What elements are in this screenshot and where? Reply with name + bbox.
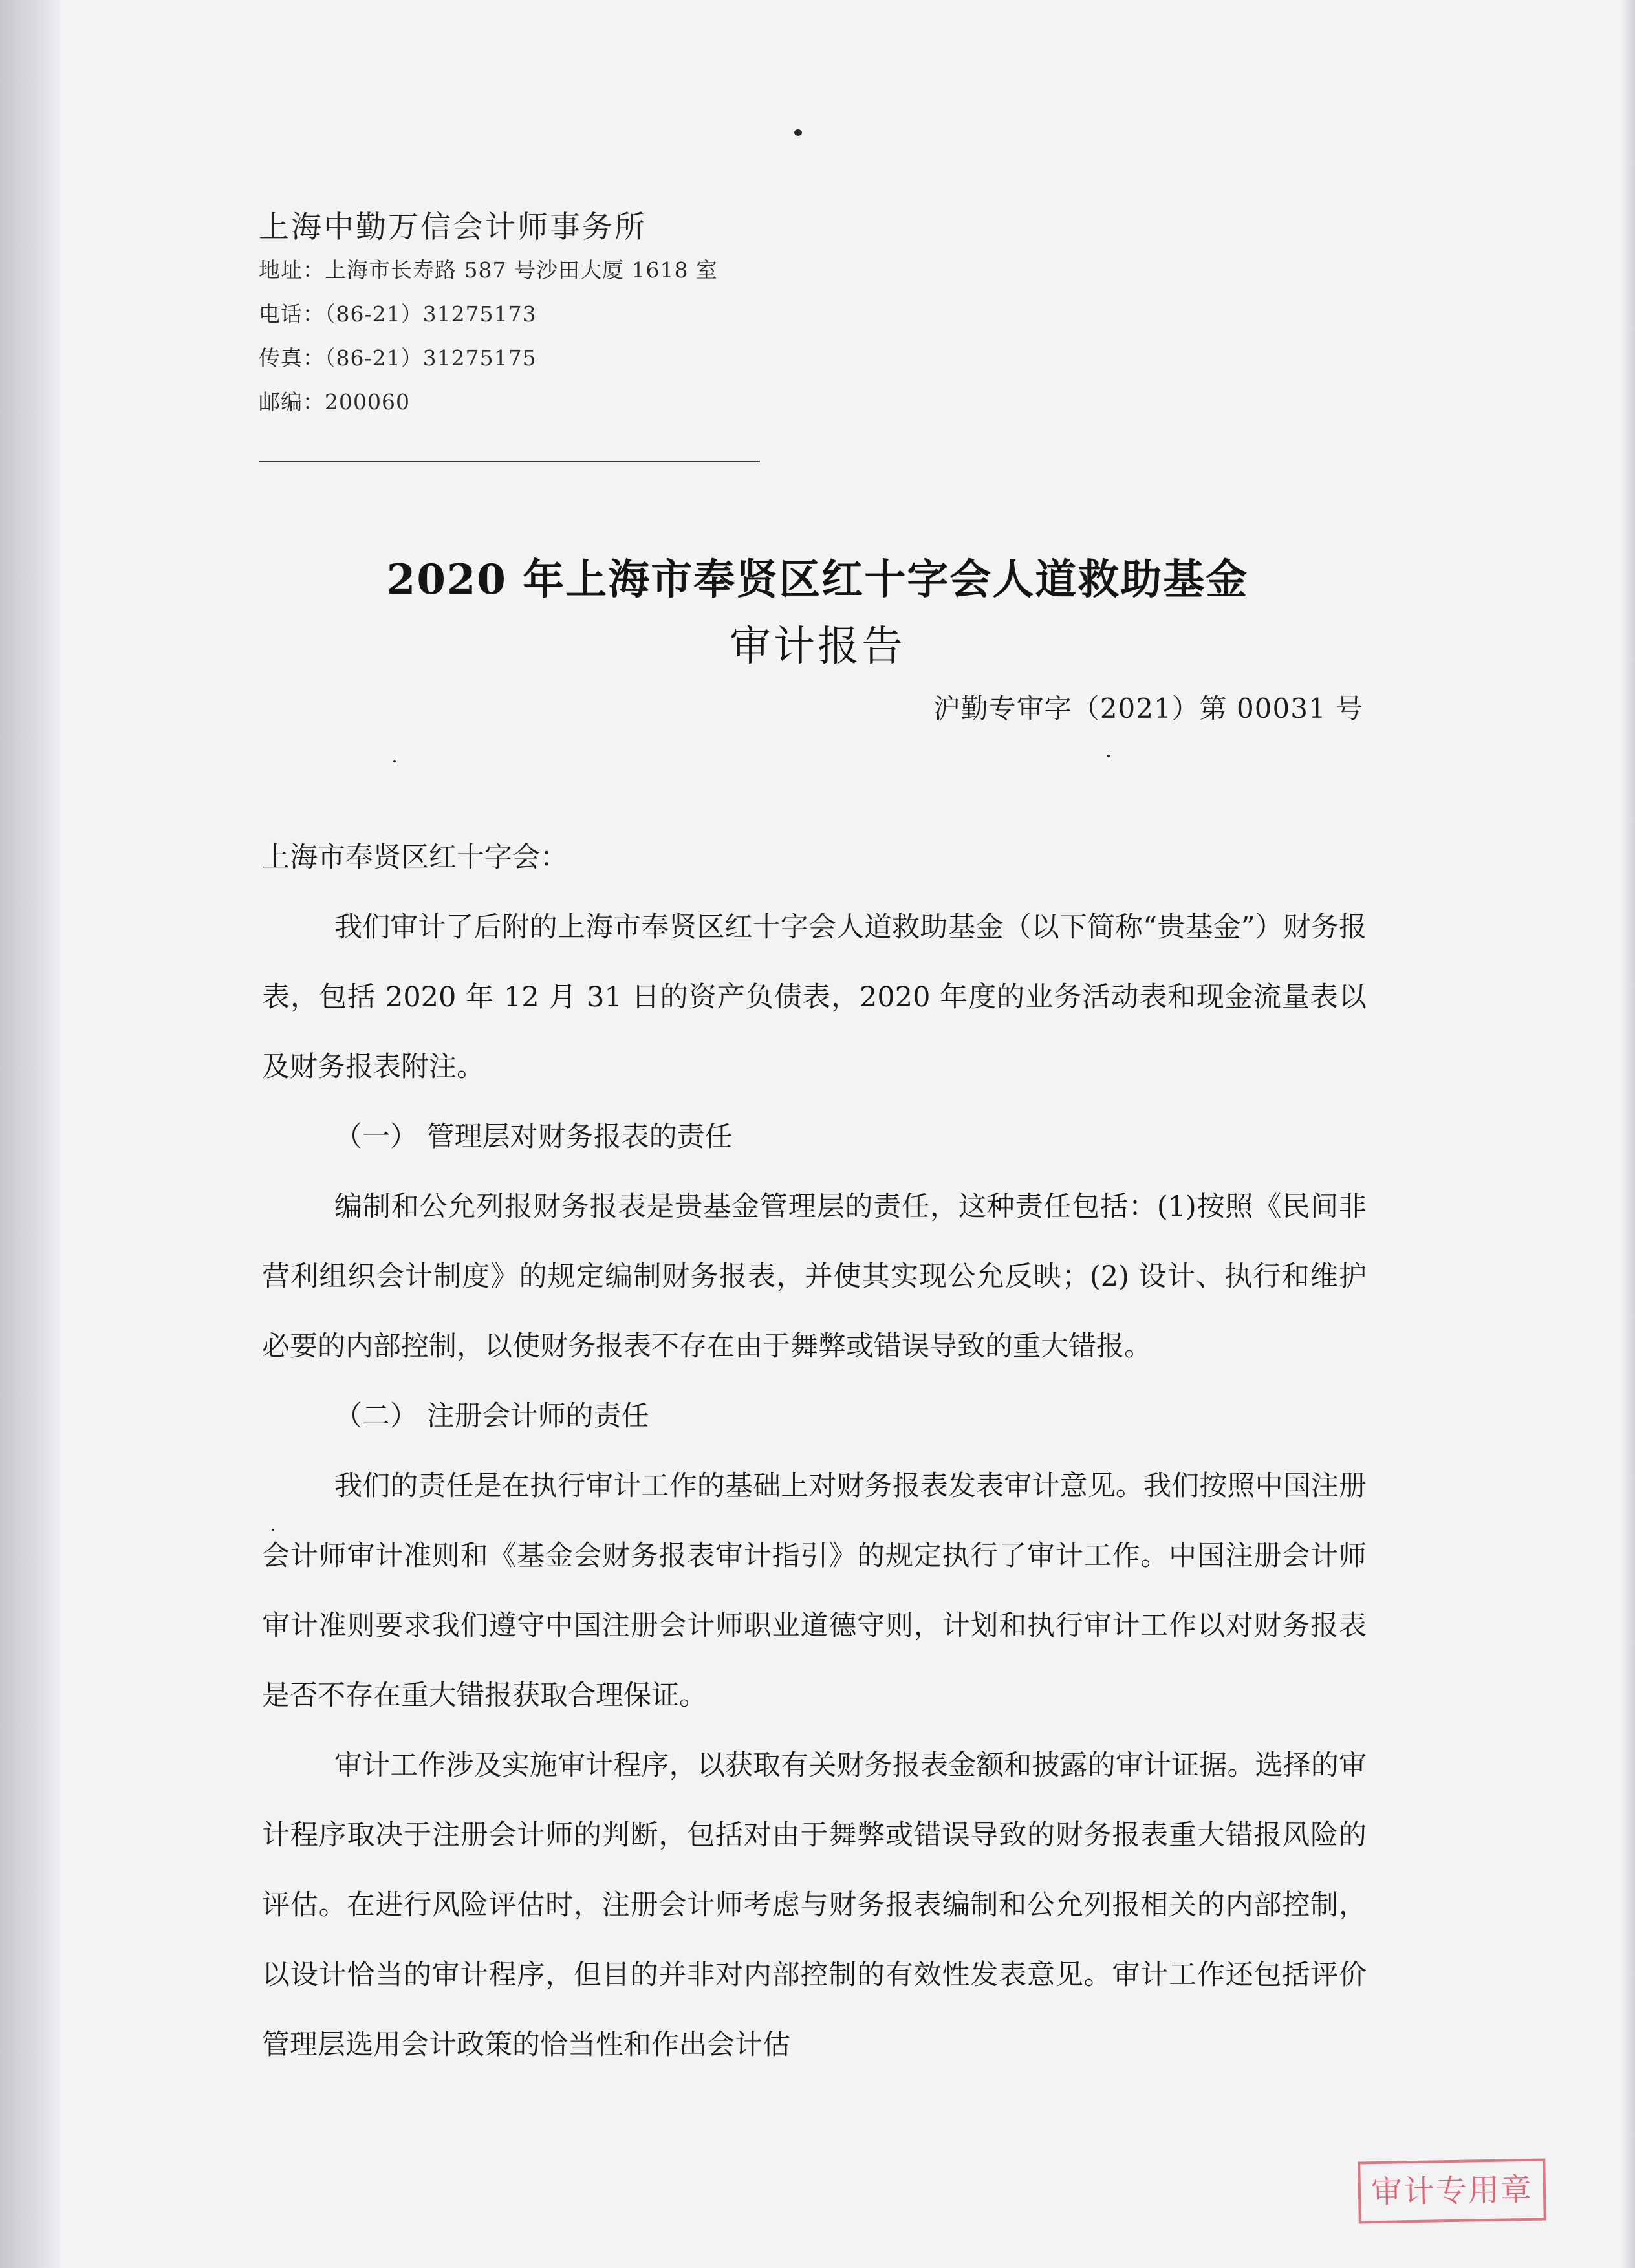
paragraph-audit-procedures: 审计工作涉及实施审计程序，以获取有关财务报表金额和披露的审计证据。选择的审计程序取决于注册会计师的判断，包括对由于舞弊或错误导致的财务报表重大错报风险的评估。在进行风险评估时，注册会计师考虑与财务报表编制和公允列报相关的内部控制，以设计恰当的审计程序，但目的并非对内部控制的有效性发表意见。审计工作还包括评价管理层选用会计政策的恰当性和作出会计估 [262, 1749, 1367, 2061]
firm-name: 上海中勤万信会计师事务所 [259, 210, 647, 245]
audit-seal-stamp: 审计专用章 [1358, 2158, 1546, 2223]
scan-right-edge [1621, 0, 1635, 2268]
document-number: 沪勤专审字（2021）第 00031 号 [933, 693, 1363, 724]
paragraph-intro: 我们审计了后附的上海市奉贤区红十字会人道救助基金（以下简称“贵基金”）财务报表，包括 2020 年 12 月 31 日的资产负债表，2020 年度的业务活动表和现金流量表以及财务报表附注。 [262, 911, 1367, 1083]
paragraph-auditor-responsibility: 我们的责任是在执行审计工作的基础上对财务报表发表审计意见。我们按照中国注册会计师审计准则和《基金会财务报表审计指引》的规定执行了审计工作。中国注册会计师审计准则要求我们遵守中国注册会计师职业道德守则，计划和执行审计工作以对财务报表是否不存在重大错报获取合理保证。 [262, 1470, 1367, 1712]
section-heading-auditor: （二） 注册会计师的责任 [334, 1400, 649, 1432]
scan-speck [794, 129, 802, 136]
firm-address: 地址：上海市长寿路 587 号沙田大厦 1618 室 [259, 257, 718, 283]
firm-postcode: 邮编：200060 [259, 389, 410, 415]
letterhead [259, 207, 718, 424]
firm-fax: 传真：（86-21）31275175 [259, 345, 537, 371]
addressee: 上海市奉贤区红十字会： [262, 841, 568, 874]
letterhead-divider [259, 461, 760, 462]
report-title: 2020 年上海市奉贤区红十字会人道救助基金 [386, 556, 1249, 604]
paragraph-management-responsibility: 编制和公允列报财务报表是贵基金管理层的责任，这种责任包括：(1)按照《民间非营利组织会计制度》的规定编制财务报表，并使其实现公允反映；(2) 设计、执行和维护必要的内部控制，以使财务报表不存在由于舞弊或错误导致的重大错报。 [262, 1191, 1367, 1363]
section-heading-management: （一） 管理层对财务报表的责任 [334, 1121, 733, 1153]
scan-binding-shadow [0, 0, 60, 2268]
report-subtitle: 审计报告 [730, 623, 905, 671]
report-body [262, 823, 1367, 2080]
firm-phone: 电话：（86-21）31275173 [259, 301, 537, 327]
scan-speck [1107, 755, 1110, 757]
scan-speck [393, 760, 396, 762]
